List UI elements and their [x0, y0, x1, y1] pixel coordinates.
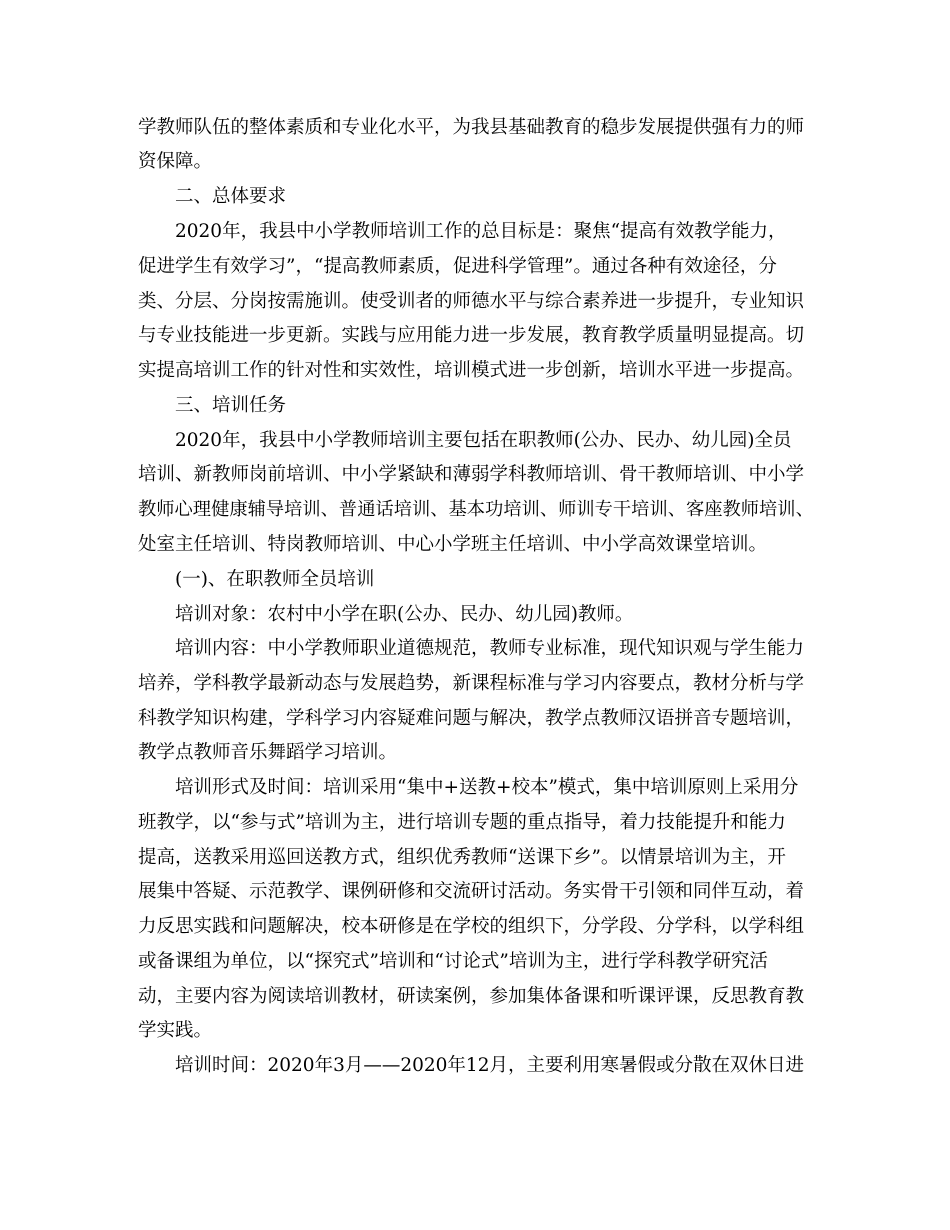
paragraph-line: 培训时间：2020年3月——2020年12月，主要利用寒暑假或分散在双休日进 [175, 1055, 804, 1076]
paragraph-line: 培养，学科教学最新动态与发展趋势，新课程标准与学习内容要点，教材分析与学 [138, 673, 805, 694]
paragraph-line: 培训、新教师岗前培训、中小学紧缺和薄弱学科教师培训、骨干教师培训、中小学 [138, 464, 805, 485]
subsection-heading: (一)、在职教师全员培训 [175, 569, 375, 590]
paragraph-line: 教师心理健康辅导培训、普通话培训、基本功培训、师训专干培训、客座教师培训、 [138, 499, 814, 520]
paragraph-line: 与专业技能进一步更新。实践与应用能力进一步发展，教育教学质量明显提高。切 [138, 325, 805, 346]
paragraph-line: 动，主要内容为阅读培训教材，研读案例，参加集体备课和听课评课，反思教育教 [138, 986, 805, 1007]
paragraph-line: 提高，送教采用巡回送教方式，组织优秀教师“送课下乡”。以情景培训为主，开 [138, 847, 786, 868]
paragraph-line: 培训形式及时间：培训采用“集中+送教+校本”模式，集中培训原则上采用分 [175, 777, 799, 798]
paragraph-line: 促进学生有效学习”，“提高教师素质，促进科学管理”。通过各种有效途径，分 [138, 256, 777, 277]
paragraph-line: 2020年，我县中小学教师培训主要包括在职教师(公办、民办、幼儿园)全员 [175, 430, 792, 451]
section-heading: 二、总体要求 [175, 186, 287, 207]
paragraph-line: 实提高培训工作的针对性和实效性，培训模式进一步创新，培训水平进一步提高。 [138, 360, 805, 381]
paragraph-line: 资保障。 [138, 151, 213, 172]
paragraph-line: 或备课组为单位，以“探究式”培训和“讨论式”培训为主，进行学科教学研究活 [138, 951, 768, 972]
paragraph-line: 力反思实践和问题解决，校本研修是在学校的组织下，分学段、分学科，以学科组 [138, 916, 805, 937]
paragraph-line: 2020年，我县中小学教师培训工作的总目标是：聚焦“提高有效教学能力， [175, 221, 787, 242]
paragraph-line: 学教师队伍的整体素质和专业化水平，为我县基础教育的稳步发展提供强有力的师 [138, 117, 805, 138]
paragraph-line: 类、分层、分岗按需施训。使受训者的师德水平与综合素养进一步提升，专业知识 [138, 291, 805, 312]
paragraph-line: 展集中答疑、示范教学、课例研修和交流研讨活动。务实骨干引领和同伴互动，着 [138, 881, 805, 902]
paragraph-line: 培训内容：中小学教师职业道德规范，教师专业标准，现代知识观与学生能力 [175, 638, 805, 659]
paragraph-line: 科教学知识构建，学科学习内容疑难问题与解决，教学点教师汉语拼音专题培训， [138, 708, 805, 729]
paragraph-line: 教学点教师音乐舞蹈学习培训。 [138, 742, 398, 763]
section-heading: 三、培训任务 [175, 395, 287, 416]
paragraph-line: 培训对象：农村中小学在职(公办、民办、幼儿园)教师。 [175, 604, 634, 625]
paragraph-line: 处室主任培训、特岗教师培训、中心小学班主任培训、中小学高效课堂培训。 [138, 534, 768, 555]
paragraph-line: 班教学，以“参与式”培训为主，进行培训专题的重点指导，着力技能提升和能力 [138, 812, 786, 833]
paragraph-line: 学实践。 [138, 1020, 213, 1041]
